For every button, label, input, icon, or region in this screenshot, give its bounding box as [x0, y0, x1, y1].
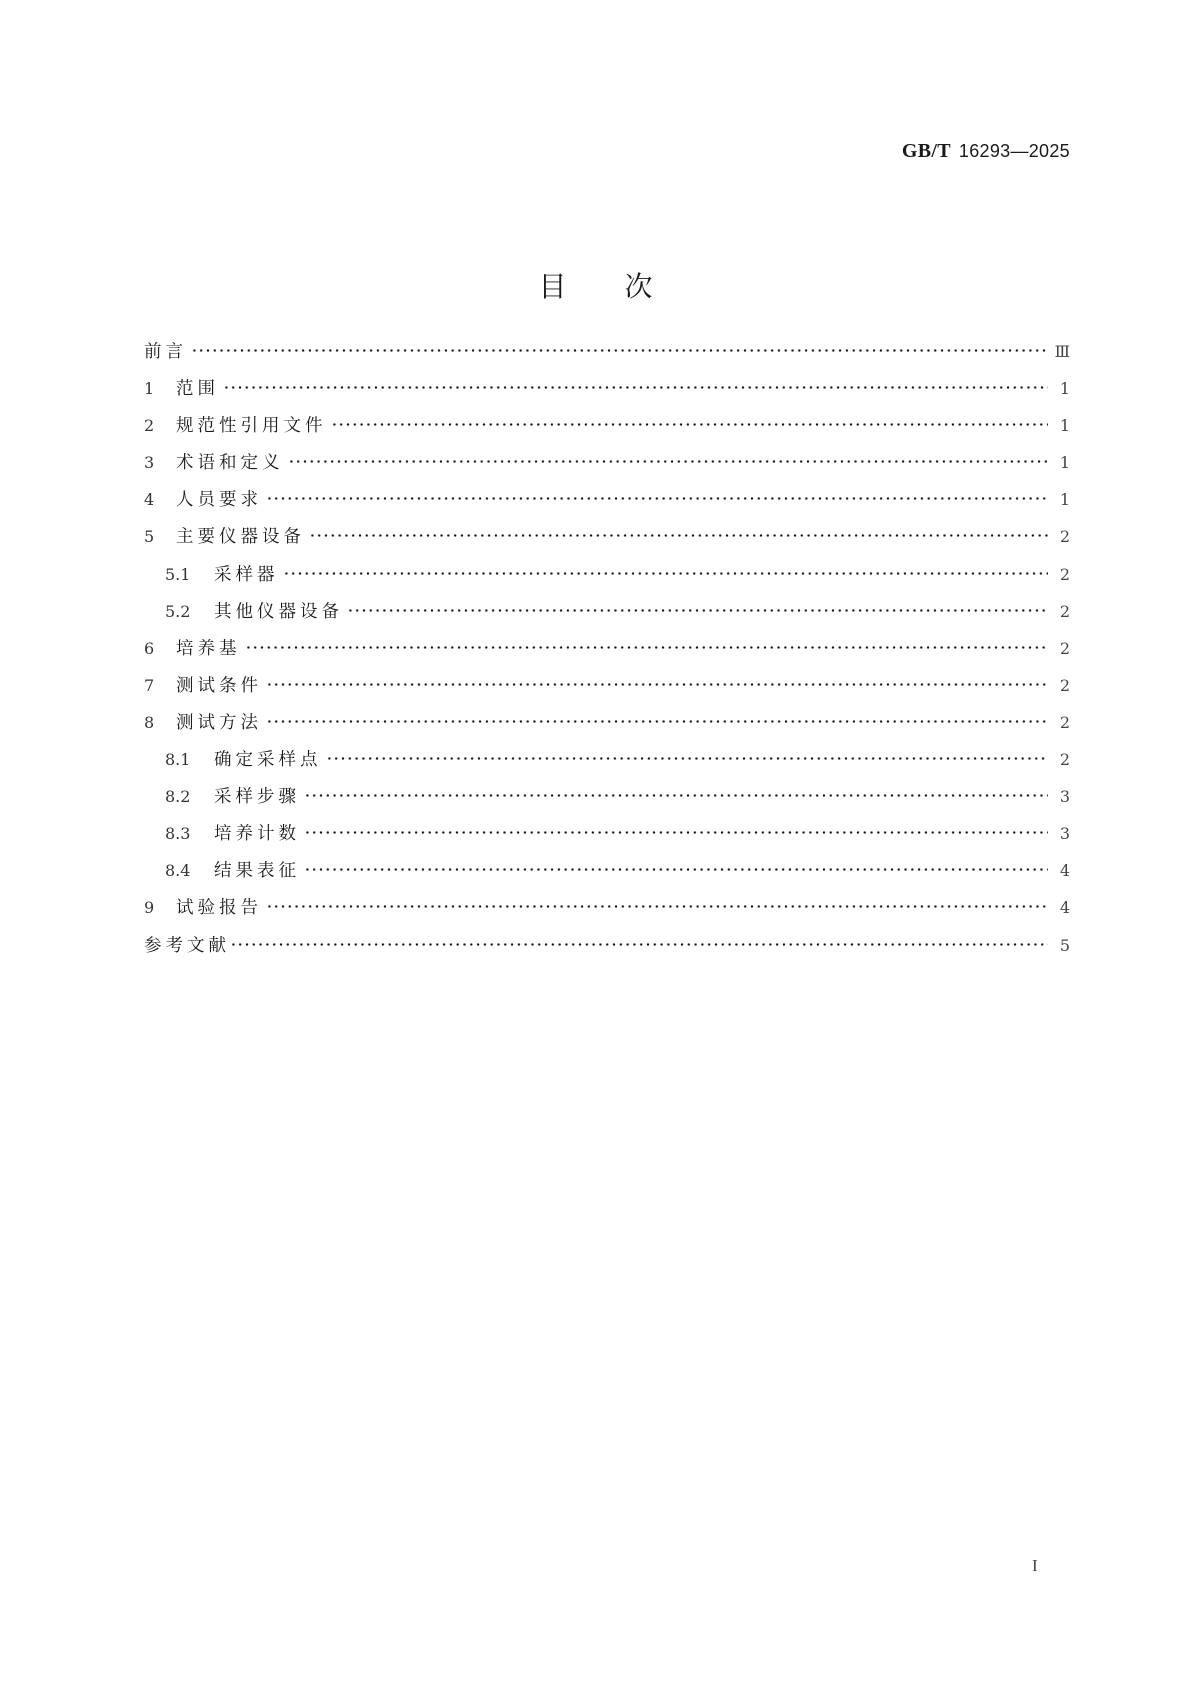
toc-entry-number: 5.1	[165, 564, 191, 584]
toc-entry-label: 试验报告	[176, 898, 262, 919]
toc-entry-8-3[interactable]	[144, 820, 1070, 857]
toc-entry-number: 2	[144, 416, 155, 436]
table-of-contents	[144, 338, 1070, 969]
toc-entry-number: 1	[144, 379, 155, 399]
toc-entry-page: 3	[1059, 787, 1070, 807]
toc-entry-label: 采样器	[214, 564, 279, 585]
toc-entry-label: 主要仪器设备	[176, 527, 305, 548]
toc-entry-label: 培养计数	[214, 824, 300, 845]
toc-entry-page: 2	[1059, 564, 1070, 584]
toc-entry-page: Ⅲ	[1054, 342, 1070, 361]
toc-entry-page: 2	[1059, 712, 1070, 732]
dot-leader	[266, 896, 1048, 914]
dot-leader	[347, 599, 1048, 617]
page-number: I	[1032, 1556, 1038, 1575]
dot-leader	[304, 859, 1048, 877]
toc-entry-bibliography[interactable]	[144, 932, 1070, 969]
toc-entry-foreword[interactable]	[144, 338, 1070, 375]
standard-code	[902, 140, 1070, 163]
toc-entry-page: 2	[1059, 527, 1070, 547]
page-title: 目次	[538, 269, 711, 303]
toc-entry-number: 6	[144, 638, 155, 658]
toc-entry-label: 规范性引用文件	[176, 416, 327, 437]
toc-entry-8-4[interactable]	[144, 857, 1070, 894]
toc-entry-7[interactable]	[144, 672, 1070, 709]
toc-entry-2[interactable]	[144, 412, 1070, 449]
toc-entry-number: 8.2	[165, 787, 191, 807]
toc-entry-page: 2	[1059, 601, 1070, 621]
toc-entry-number: 8.4	[165, 861, 191, 881]
toc-entry-label: 术语和定义	[176, 453, 284, 474]
toc-entry-label: 参考文献	[144, 935, 230, 956]
toc-entry-label: 采样步骤	[214, 787, 300, 808]
toc-entry-page: 5	[1059, 935, 1070, 955]
standard-prefix: GB/T	[901, 140, 951, 162]
toc-entry-8[interactable]	[144, 709, 1070, 746]
toc-entry-8-1[interactable]	[144, 746, 1070, 783]
dot-leader	[304, 785, 1048, 803]
dot-leader	[288, 451, 1049, 469]
toc-entry-5-1[interactable]	[144, 561, 1070, 598]
standard-number: 16293—2025	[958, 141, 1070, 161]
toc-entry-6[interactable]	[144, 635, 1070, 672]
dot-leader	[266, 488, 1048, 506]
dot-leader	[304, 822, 1048, 840]
toc-entry-9[interactable]	[144, 894, 1070, 931]
dot-leader	[309, 525, 1048, 543]
toc-entry-1[interactable]	[144, 375, 1070, 412]
dot-leader	[331, 414, 1049, 432]
toc-entry-number: 4	[144, 490, 155, 510]
toc-entry-number: 7	[144, 675, 155, 695]
toc-entry-label: 结果表征	[214, 861, 300, 882]
toc-entry-label: 人员要求	[176, 490, 262, 511]
toc-entry-5[interactable]	[144, 523, 1070, 560]
toc-entry-8-2[interactable]	[144, 783, 1070, 820]
dot-leader	[266, 673, 1048, 691]
toc-entry-number: 9	[144, 898, 155, 918]
toc-entry-label: 培养基	[176, 638, 241, 659]
toc-entry-page: 3	[1059, 824, 1070, 844]
toc-entry-number: 5	[144, 527, 155, 547]
dot-leader	[283, 562, 1049, 580]
toc-entry-label: 范围	[176, 379, 219, 400]
toc-entry-page: 1	[1059, 453, 1070, 473]
toc-entry-page: 1	[1059, 490, 1070, 510]
dot-leader	[230, 933, 1048, 951]
toc-entry-number: 5.2	[165, 601, 191, 621]
dot-leader	[245, 636, 1049, 654]
toc-entry-label: 前言	[144, 342, 187, 362]
toc-entry-4[interactable]	[144, 486, 1070, 523]
dot-leader	[223, 377, 1048, 395]
toc-entry-label: 测试条件	[176, 675, 262, 696]
toc-entry-page: 2	[1059, 638, 1070, 658]
dot-leader	[326, 748, 1049, 766]
toc-entry-label: 其他仪器设备	[214, 601, 343, 622]
toc-entry-page: 1	[1059, 379, 1070, 399]
toc-entry-number: 8	[144, 712, 155, 732]
toc-entry-label: 确定采样点	[214, 750, 322, 771]
toc-entry-number: 8.3	[165, 824, 191, 844]
toc-entry-number: 3	[144, 453, 155, 473]
toc-entry-3[interactable]	[144, 449, 1070, 486]
toc-entry-page: 2	[1059, 675, 1070, 695]
toc-entry-page: 1	[1059, 416, 1070, 436]
toc-entry-5-2[interactable]	[144, 598, 1070, 635]
toc-entry-number: 8.1	[165, 750, 191, 770]
dot-leader	[191, 340, 1047, 358]
dot-leader	[266, 710, 1048, 728]
toc-entry-label: 测试方法	[176, 712, 262, 733]
toc-entry-page: 4	[1059, 898, 1070, 918]
toc-entry-page: 2	[1059, 750, 1070, 770]
toc-entry-page: 4	[1059, 861, 1070, 881]
